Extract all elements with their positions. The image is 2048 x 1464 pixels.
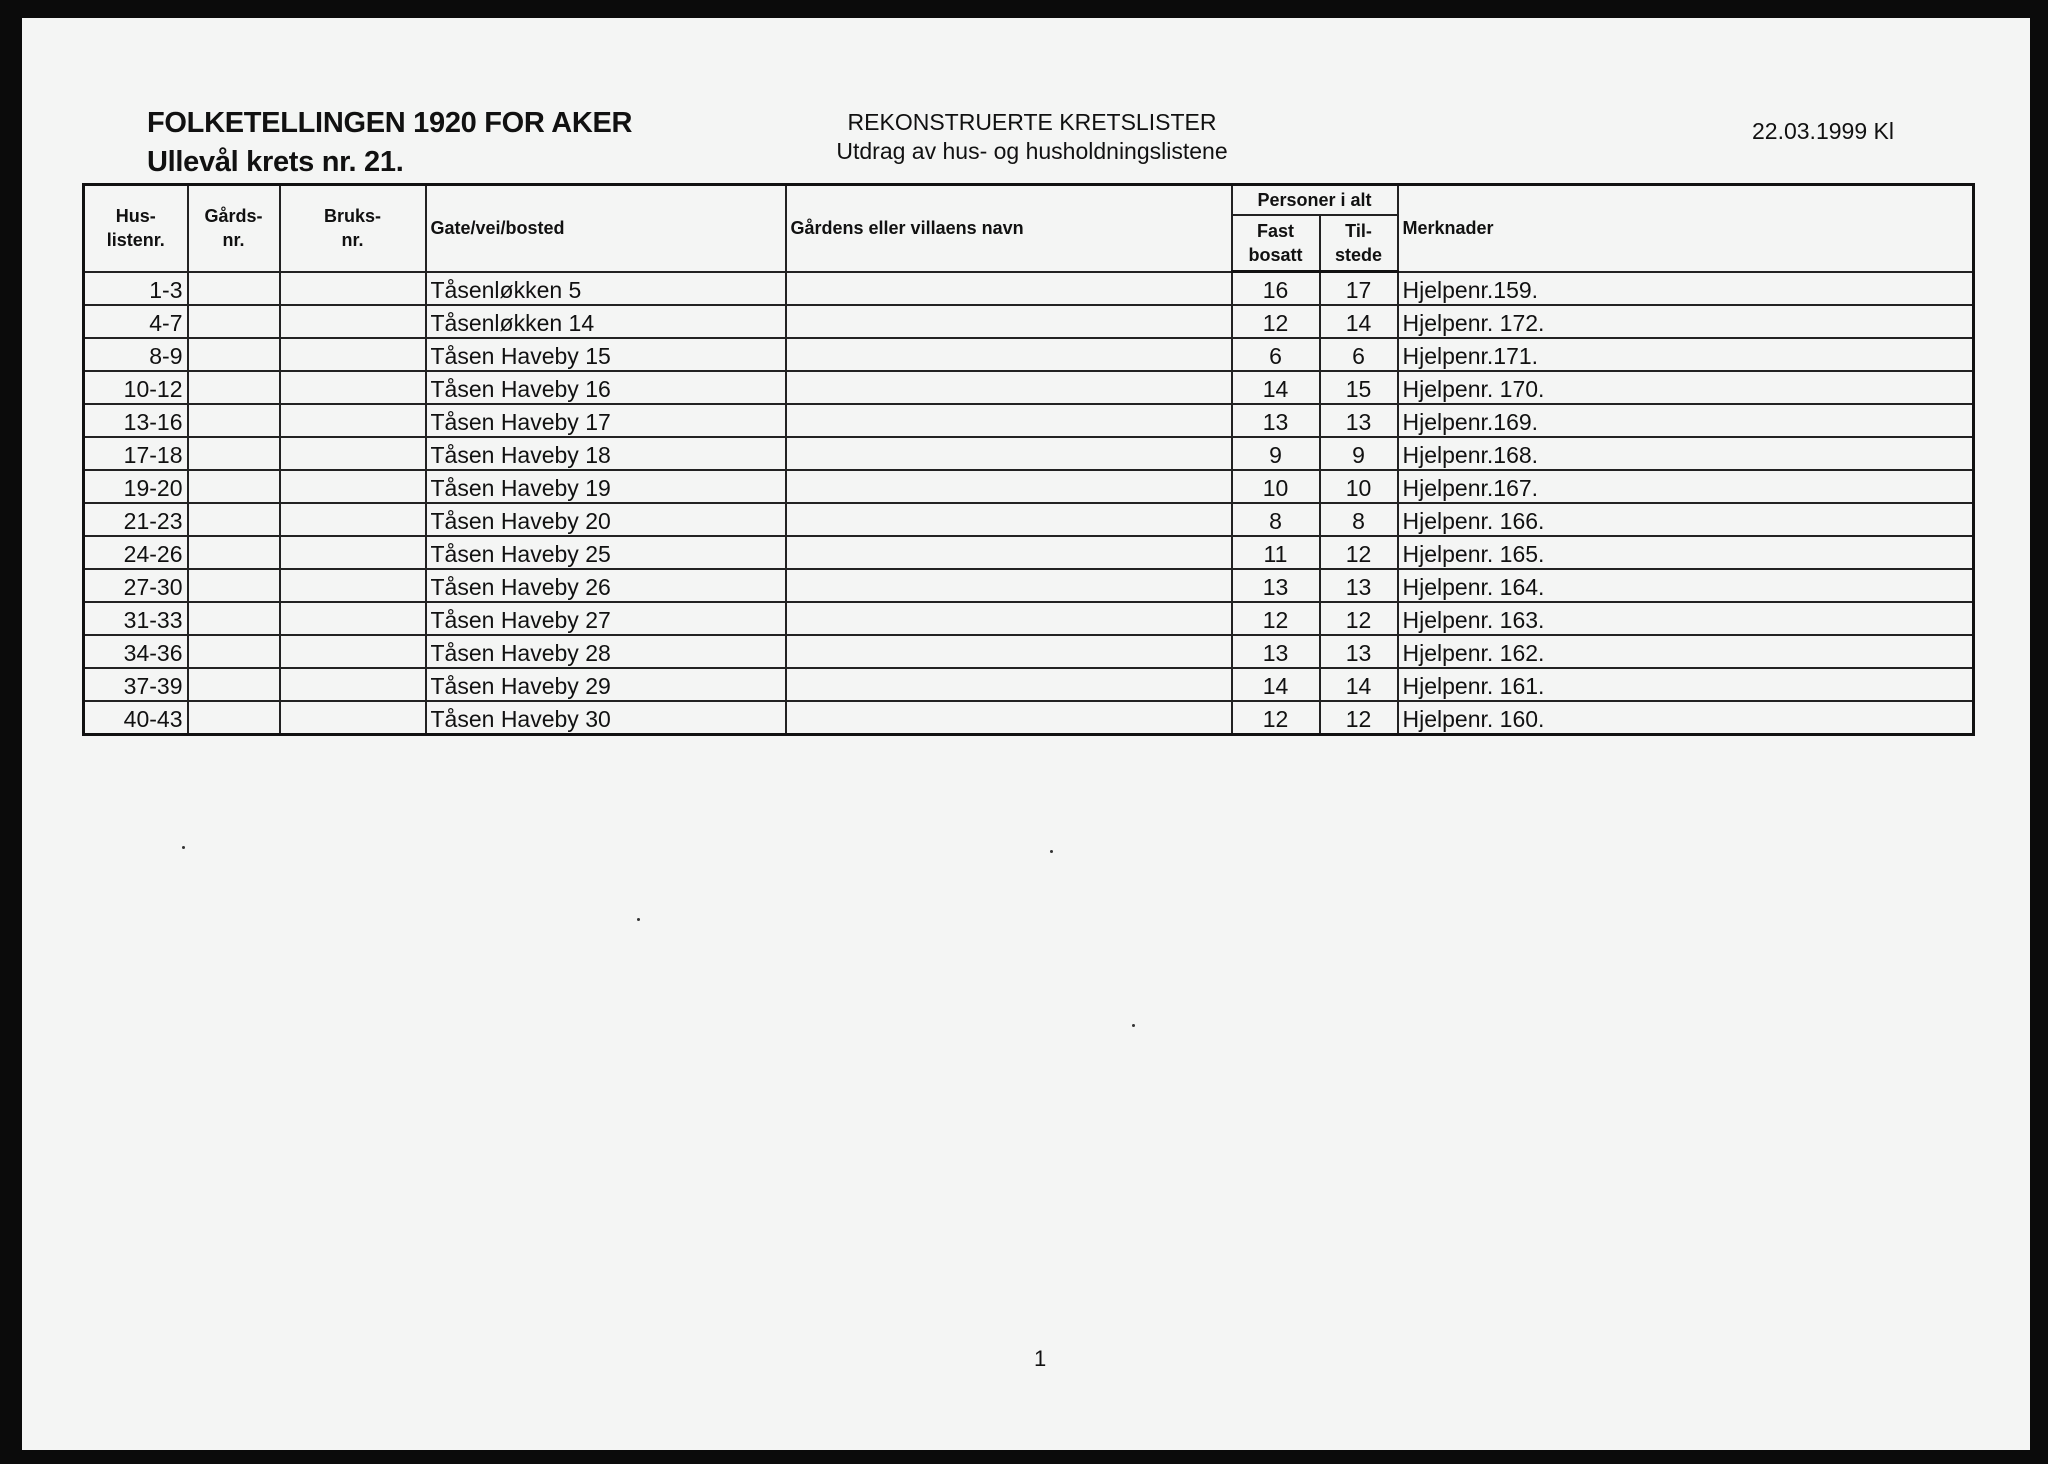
header-tilstede	[1320, 215, 1398, 272]
cell-gate: Tåsen Haveby 28	[426, 635, 786, 668]
scan-speck	[1050, 850, 1053, 853]
subtitle-line-2: Utdrag av hus- og husholdningslistene	[836, 137, 1228, 164]
cell-huslistenr: 24-26	[84, 536, 188, 569]
cell-huslistenr: 17-18	[84, 437, 188, 470]
header-fast-bosatt	[1232, 215, 1320, 272]
cell-bruksnr	[280, 668, 426, 701]
cell-fast-bosatt: 13	[1232, 635, 1320, 668]
cell-fast-bosatt: 14	[1232, 668, 1320, 701]
cell-gardsnr	[188, 404, 280, 437]
header-hus-b: listenr.	[106, 230, 165, 251]
header-gardsnr	[188, 185, 280, 272]
cell-merknader: Hjelpenr. 162.	[1398, 635, 1974, 668]
document-date: 22.03.1999 Kl	[1752, 118, 1894, 144]
scan-speck	[182, 846, 185, 849]
cell-tilstede: 8	[1320, 503, 1398, 536]
cell-huslistenr: 31-33	[84, 602, 188, 635]
cell-tilstede: 12	[1320, 701, 1398, 735]
cell-bruksnr	[280, 338, 426, 371]
cell-huslistenr: 40-43	[84, 701, 188, 735]
cell-villa	[786, 470, 1232, 503]
subtitle-line-1: REKONSTRUERTE KRETSLISTER	[847, 109, 1217, 135]
cell-gate: Tåsen Haveby 16	[426, 371, 786, 404]
cell-tilstede: 10	[1320, 470, 1398, 503]
cell-fast-bosatt: 8	[1232, 503, 1320, 536]
cell-gardsnr	[188, 305, 280, 338]
cell-merknader: Hjelpenr.169.	[1398, 404, 1974, 437]
cell-gate: Tåsen Haveby 26	[426, 569, 786, 602]
scan-speck	[637, 918, 640, 921]
cell-fast-bosatt: 13	[1232, 404, 1320, 437]
cell-villa	[786, 668, 1232, 701]
cell-huslistenr: 19-20	[84, 470, 188, 503]
table-row	[84, 701, 1974, 735]
header-huslistenr	[84, 185, 188, 272]
cell-villa	[786, 635, 1232, 668]
cell-bruksnr	[280, 602, 426, 635]
cell-tilstede: 12	[1320, 602, 1398, 635]
cell-merknader: Hjelpenr. 161.	[1398, 668, 1974, 701]
cell-tilstede: 9	[1320, 437, 1398, 470]
cell-bruksnr	[280, 635, 426, 668]
cell-huslistenr: 8-9	[84, 338, 188, 371]
table-row	[84, 602, 1974, 635]
cell-tilstede: 14	[1320, 305, 1398, 338]
cell-gate: Tåsen Haveby 29	[426, 668, 786, 701]
cell-merknader: Hjelpenr. 172.	[1398, 305, 1974, 338]
cell-merknader: Hjelpenr. 166.	[1398, 503, 1974, 536]
cell-gardsnr	[188, 437, 280, 470]
table-row	[84, 536, 1974, 569]
cell-merknader: Hjelpenr.168.	[1398, 437, 1974, 470]
header-bruks-a: Bruks-	[323, 205, 381, 226]
table-row	[84, 503, 1974, 536]
cell-huslistenr: 4-7	[84, 305, 188, 338]
cell-huslistenr: 34-36	[84, 635, 188, 668]
cell-bruksnr	[280, 272, 426, 306]
census-table	[82, 183, 1975, 736]
header-fast-b: bosatt	[1248, 245, 1303, 265]
cell-bruksnr	[280, 305, 426, 338]
cell-gardsnr	[188, 470, 280, 503]
cell-bruksnr	[280, 503, 426, 536]
header-bruksnr	[280, 185, 426, 272]
cell-gate: Tåsen Haveby 27	[426, 602, 786, 635]
cell-gardsnr	[188, 635, 280, 668]
cell-gate: Tåsen Haveby 19	[426, 470, 786, 503]
cell-fast-bosatt: 11	[1232, 536, 1320, 569]
cell-huslistenr: 27-30	[84, 569, 188, 602]
header-merknader: Merknader	[1398, 185, 1974, 272]
cell-huslistenr: 37-39	[84, 668, 188, 701]
cell-merknader: Hjelpenr.171.	[1398, 338, 1974, 371]
table-row	[84, 668, 1974, 701]
cell-gate: Tåsen Haveby 18	[426, 437, 786, 470]
cell-merknader: Hjelpenr. 160.	[1398, 701, 1974, 735]
cell-tilstede: 15	[1320, 371, 1398, 404]
table-row	[84, 338, 1974, 371]
cell-huslistenr: 10-12	[84, 371, 188, 404]
table-row	[84, 305, 1974, 338]
document-subtitle	[782, 108, 1282, 166]
title-line-1: FOLKETELLINGEN 1920 FOR AKER	[147, 107, 633, 139]
header-gate: Gate/vei/bosted	[426, 185, 786, 272]
cell-merknader: Hjelpenr.159.	[1398, 272, 1974, 306]
table-row	[84, 437, 1974, 470]
cell-tilstede: 13	[1320, 404, 1398, 437]
cell-bruksnr	[280, 470, 426, 503]
cell-gate: Tåsen Haveby 15	[426, 338, 786, 371]
cell-gardsnr	[188, 338, 280, 371]
cell-merknader: Hjelpenr.167.	[1398, 470, 1974, 503]
table-row	[84, 371, 1974, 404]
cell-gardsnr	[188, 602, 280, 635]
cell-gate: Tåsen Haveby 30	[426, 701, 786, 735]
cell-tilstede: 6	[1320, 338, 1398, 371]
cell-fast-bosatt: 9	[1232, 437, 1320, 470]
document-title	[147, 106, 632, 180]
cell-bruksnr	[280, 371, 426, 404]
cell-huslistenr: 13-16	[84, 404, 188, 437]
cell-gardsnr	[188, 701, 280, 735]
cell-tilstede: 12	[1320, 536, 1398, 569]
cell-gate: Tåsenløkken 5	[426, 272, 786, 306]
header-hus-a: Hus-	[115, 205, 156, 226]
cell-bruksnr	[280, 437, 426, 470]
cell-gardsnr	[188, 371, 280, 404]
cell-tilstede: 13	[1320, 635, 1398, 668]
cell-merknader: Hjelpenr. 170.	[1398, 371, 1974, 404]
cell-fast-bosatt: 12	[1232, 305, 1320, 338]
cell-merknader: Hjelpenr. 164.	[1398, 569, 1974, 602]
cell-gardsnr	[188, 668, 280, 701]
title-line-2: Ullevål krets nr. 21.	[147, 145, 404, 178]
cell-gardsnr	[188, 536, 280, 569]
cell-gardsnr	[188, 569, 280, 602]
cell-merknader: Hjelpenr. 163.	[1398, 602, 1974, 635]
cell-villa	[786, 404, 1232, 437]
cell-huslistenr: 21-23	[84, 503, 188, 536]
scan-speck	[1132, 1024, 1135, 1027]
cell-gardsnr	[188, 503, 280, 536]
cell-bruksnr	[280, 404, 426, 437]
cell-villa	[786, 602, 1232, 635]
cell-tilstede: 13	[1320, 569, 1398, 602]
header-bruks-b: nr.	[341, 230, 364, 251]
cell-villa	[786, 305, 1232, 338]
cell-fast-bosatt: 6	[1232, 338, 1320, 371]
table-row	[84, 635, 1974, 668]
cell-merknader: Hjelpenr. 165.	[1398, 536, 1974, 569]
cell-gate: Tåsen Haveby 25	[426, 536, 786, 569]
header-personer: Personer i alt	[1232, 185, 1398, 216]
header-villa: Gårdens eller villaens navn	[786, 185, 1232, 272]
cell-villa	[786, 701, 1232, 735]
cell-fast-bosatt: 14	[1232, 371, 1320, 404]
cell-villa	[786, 503, 1232, 536]
cell-gate: Tåsenløkken 14	[426, 305, 786, 338]
table-row	[84, 404, 1974, 437]
cell-fast-bosatt: 10	[1232, 470, 1320, 503]
cell-bruksnr	[280, 536, 426, 569]
document-page	[22, 18, 2030, 1450]
cell-tilstede: 17	[1320, 272, 1398, 306]
cell-bruksnr	[280, 701, 426, 735]
cell-huslistenr: 1-3	[84, 272, 188, 306]
cell-tilstede: 14	[1320, 668, 1398, 701]
cell-villa	[786, 272, 1232, 306]
header-gards-b: nr.	[222, 230, 245, 251]
header-fast-a: Fast	[1256, 220, 1294, 241]
cell-gardsnr	[188, 272, 280, 306]
cell-villa	[786, 371, 1232, 404]
page-number: 1	[1034, 1346, 1047, 1371]
cell-villa	[786, 569, 1232, 602]
header-til-b: stede	[1334, 245, 1383, 265]
cell-gate: Tåsen Haveby 17	[426, 404, 786, 437]
cell-fast-bosatt: 13	[1232, 569, 1320, 602]
cell-gate: Tåsen Haveby 20	[426, 503, 786, 536]
cell-villa	[786, 536, 1232, 569]
cell-fast-bosatt: 12	[1232, 602, 1320, 635]
cell-fast-bosatt: 12	[1232, 701, 1320, 735]
cell-villa	[786, 338, 1232, 371]
cell-villa	[786, 437, 1232, 470]
header-til-a: Til-	[1345, 220, 1372, 241]
table-row	[84, 569, 1974, 602]
table-row	[84, 470, 1974, 503]
table-row	[84, 272, 1974, 306]
cell-fast-bosatt: 16	[1232, 272, 1320, 306]
cell-bruksnr	[280, 569, 426, 602]
header-gards-a: Gårds-	[204, 205, 263, 226]
